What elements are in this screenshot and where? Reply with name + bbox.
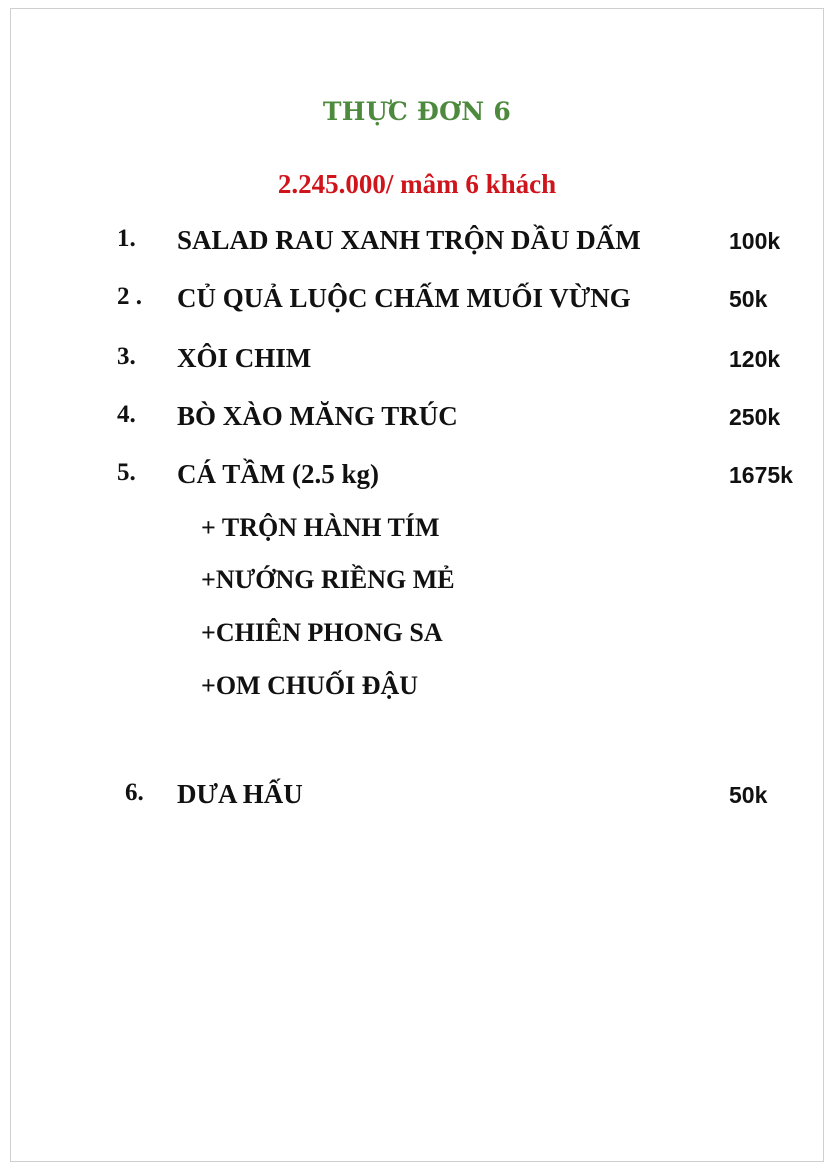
menu-item — [11, 343, 823, 383]
menu-item — [11, 779, 823, 819]
item-price: 120k — [729, 346, 781, 372]
menu-title: THỰC ĐƠN 6 — [322, 97, 512, 126]
menu-page — [10, 8, 824, 1162]
item-price: 1675k — [729, 462, 793, 488]
item-name: BÒ XÀO MĂNG TRÚC — [177, 401, 458, 431]
item-number: 4. — [117, 401, 136, 428]
item-name: CỦ QUẢ LUỘC CHẤM MUỐI VỪNG — [177, 283, 631, 313]
sub-item: + TRỘN HÀNH TÍM — [201, 513, 440, 542]
menu-item — [11, 225, 823, 265]
item-price: 50k — [729, 286, 768, 312]
item-name: XÔI CHIM — [177, 343, 312, 373]
sub-item: +CHIÊN PHONG SA — [201, 618, 443, 647]
menu-item — [11, 401, 823, 441]
item-number: 2 . — [117, 283, 142, 310]
sub-item: +NƯỚNG RIỀNG MẺ — [201, 565, 455, 594]
item-price: 100k — [729, 228, 781, 254]
item-number: 6. — [125, 779, 144, 806]
menu-item — [11, 283, 823, 323]
item-price: 250k — [729, 404, 781, 430]
item-name: SALAD RAU XANH TRỘN DẦU DẤM — [177, 225, 641, 255]
item-number: 3. — [117, 343, 136, 370]
item-name: DƯA HẤU — [177, 779, 303, 809]
item-price: 50k — [729, 782, 768, 808]
set-price: 2.245.000/ mâm 6 khách — [277, 169, 557, 199]
item-name: CÁ TẦM (2.5 kg) — [177, 459, 379, 489]
menu-item — [11, 459, 823, 499]
item-number: 5. — [117, 459, 136, 486]
item-number: 1. — [117, 225, 136, 252]
sub-item: +OM CHUỐI ĐẬU — [201, 671, 419, 700]
